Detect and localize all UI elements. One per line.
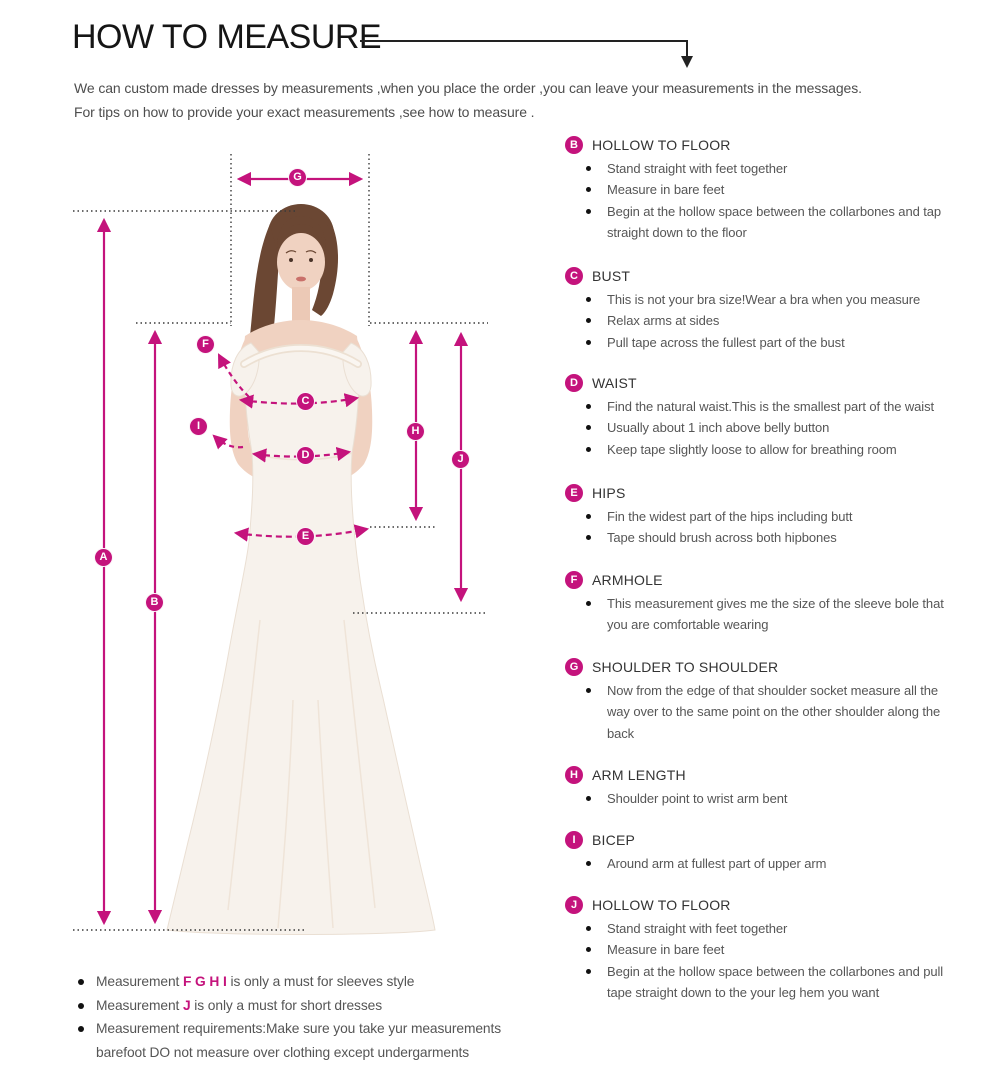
section-title-b: HOLLOW TO FLOOR [592, 137, 731, 153]
intro-line-1: We can custom made dresses by measurements ,when you place the order ,you can leave your measurements in the messages. [74, 80, 862, 96]
section-title-j: HOLLOW TO FLOOR [592, 897, 731, 913]
bullet: Tape should brush across both hipbones [565, 527, 947, 548]
figure-badge-j: J [451, 450, 470, 469]
figure-badge-d: D [296, 446, 315, 465]
figure-badge-g: G [288, 168, 307, 187]
note-highlight-letters: F G H I [182, 974, 227, 989]
model-diagram [0, 140, 560, 976]
section-badge-e: E [565, 484, 583, 502]
section-badge-g: G [565, 658, 583, 676]
section-badge-f: F [565, 571, 583, 589]
figure-badge-f: F [196, 335, 215, 354]
note-text: is only a must for short dresses [190, 997, 383, 1013]
section-title-c: BUST [592, 268, 631, 284]
bullet: Stand straight with feet together [565, 158, 947, 179]
note-text: is only a must for sleeves style [226, 974, 415, 989]
section-badge-h: H [565, 766, 583, 784]
section-f-armhole [565, 571, 990, 636]
section-badge-d: D [565, 374, 583, 392]
section-title-g: SHOULDER TO SHOULDER [592, 659, 779, 675]
note-text: Measurement [96, 974, 183, 989]
bullet: Around arm at fullest part of upper arm [565, 853, 947, 874]
section-e-hips [565, 484, 990, 549]
note-text: Measurement [96, 997, 183, 1013]
section-d-waist [565, 374, 990, 460]
bullet: Begin at the hollow space between the collarbones and pull tape straight down to the your leg hem you want [565, 961, 947, 1004]
section-j-hollow-to-floor [565, 896, 990, 1004]
bullet: Stand straight with feet together [565, 918, 947, 939]
bullet: Usually about 1 inch above belly button [565, 417, 947, 438]
bullet: Keep tape slightly loose to allow for breathing room [565, 439, 947, 460]
section-title-h: ARM LENGTH [592, 767, 686, 783]
bullet: Measure in bare feet [565, 179, 947, 200]
note-sleeves-style [74, 970, 519, 994]
title-underline-arrow [0, 0, 720, 80]
figure-badge-i: I [189, 417, 208, 436]
section-title-i: BICEP [592, 832, 636, 848]
section-badge-b: B [565, 136, 583, 154]
figure-badge-b: B [145, 593, 164, 612]
intro-line-2: For tips on how to provide your exact measurements ,see how to measure . [74, 104, 535, 120]
bullet: This is not your bra size!Wear a bra when you measure [565, 289, 947, 310]
bullet: Pull tape across the fullest part of the bust [565, 332, 947, 353]
bullet: This measurement gives me the size of the sleeve bole that you are comfortable wearing [565, 593, 947, 636]
note-text: Measurement requirements:Make sure you take yur measurements barefoot DO not measure over clothing except undergarments [96, 1021, 502, 1060]
bullet: Now from the edge of that shoulder socket measure all the way over to the same point on the other shoulder along the back [565, 680, 947, 744]
figure-badge-a: A [94, 548, 113, 567]
section-badge-j: J [565, 896, 583, 914]
note-short-dresses [74, 994, 519, 1018]
measurement-figure [0, 140, 560, 976]
section-g-shoulder-to-shoulder [565, 658, 990, 744]
figure-badge-h: H [406, 422, 425, 441]
section-badge-c: C [565, 267, 583, 285]
section-title-d: WAIST [592, 375, 637, 391]
page-title: HOW TO MEASURE [72, 18, 382, 56]
bullet: Fin the widest part of the hips including butt [565, 506, 947, 527]
bullet: Find the natural waist.This is the smallest part of the waist [565, 396, 947, 417]
bullet: Shoulder point to wrist arm bent [565, 788, 947, 809]
bottom-notes [74, 970, 519, 1064]
note-highlight-letters: J [182, 997, 191, 1013]
section-h-arm-length [565, 766, 990, 809]
section-title-e: HIPS [592, 485, 626, 501]
note-requirements [74, 1017, 519, 1064]
bullet: Relax arms at sides [565, 310, 947, 331]
model-illustration [167, 204, 435, 935]
figure-badge-e: E [296, 527, 315, 546]
section-b-hollow-to-floor [565, 136, 990, 244]
section-c-bust [565, 267, 990, 353]
bullet: Begin at the hollow space between the collarbones and tap straight down to the floor [565, 201, 947, 244]
section-i-bicep [565, 831, 990, 874]
figure-badge-c: C [296, 392, 315, 411]
section-badge-i: I [565, 831, 583, 849]
bullet: Measure in bare feet [565, 939, 947, 960]
section-title-f: ARMHOLE [592, 572, 663, 588]
